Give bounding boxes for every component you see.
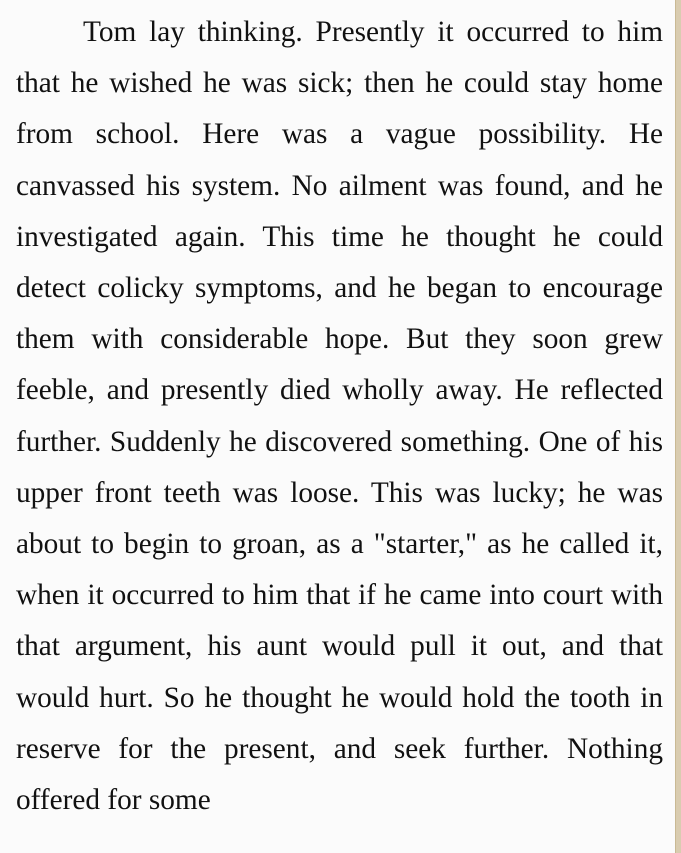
body-paragraph: Tom lay thinking. Presently it occurred to him that he wished he was sick; then he could stay home from school. Here was a vague possibility. He canvassed his system. No ailment was found, and he investigated again. This time he thought he could detect colicky symptoms, and he began to encourage them with considerable hope. But they soon grew feeble, and presently died wholly away. He reflected further. Suddenly he discovered something. One of his upper front teeth was loose. This was lucky; he was about to begin to groan, as a "starter," as he called it, when it occurred to him that if he came into court with that argument, his aunt would pull it out, and that would hurt. So he thought he would hold the tooth in reserve for the present, and seek further. Nothing offered for some [16,16,663,817]
page-edge [676,0,681,853]
